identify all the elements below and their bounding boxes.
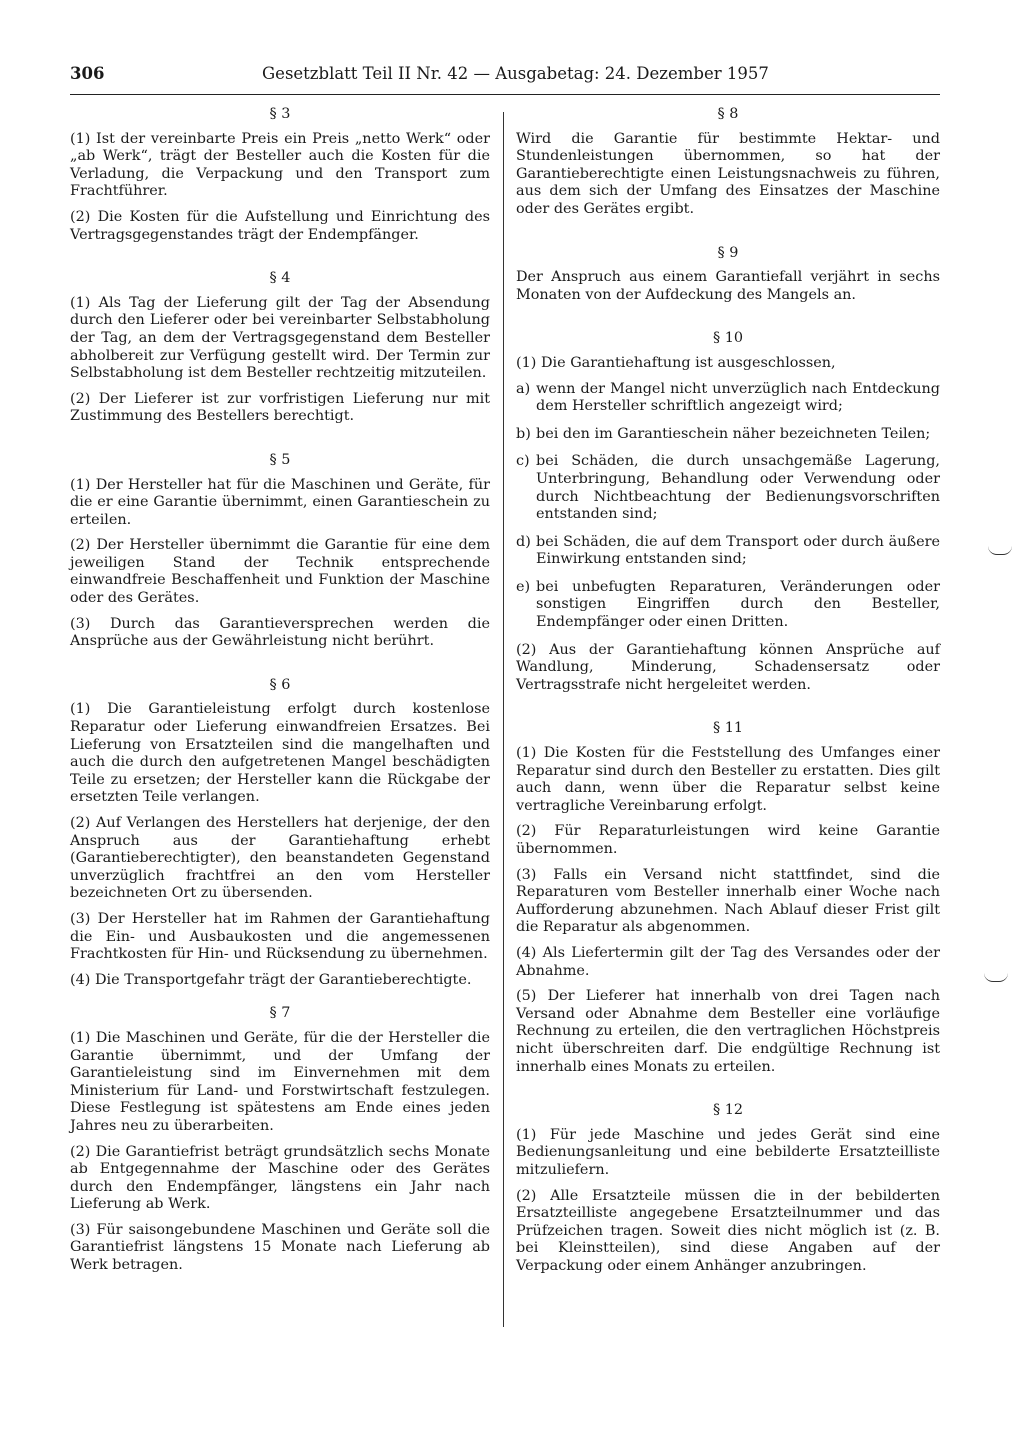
paragraph: (1) Ist der vereinbarte Preis ein Preis „netto Werk“ oder „ab Werk“, trägt der Besteller auch die Kosten für die Verladung, die Verpackung und den Transport zum Frachtführer. [70,130,490,200]
section-8 [516,106,940,219]
section-title: § 4 [269,270,291,287]
left-column [70,104,490,1283]
paragraph: (1) Die Garantieleistung erfolgt durch kostenlose Reparatur oder Lieferung einwandfreien Ersatzes. Bei Lieferung von Ersatzteilen sind die mangelhaften und auch die durch den aufgetretenen Mangel beschädigten Teile zu ersetzen; der Hersteller kann die Rückgabe der ersetzten Teile verlangen. [70,701,490,806]
page-header [70,64,940,95]
paragraph: (5) Der Lieferer hat innerhalb von drei Tagen nach Versand oder Abnahme dem Besteller eine vorläufige Rechnung zu erteilen, die den vertraglichen Höchstpreis nicht überschreiten darf. Die endgültige Rechnung ist innerhalb eines Monats zu erteilen. [516,988,940,1075]
section-11 [516,720,940,1076]
list-item-label: c) [516,453,530,470]
list-item-text: wenn der Mangel nicht unverzüglich nach Entdeckung dem Hersteller schriftlich angezeigt wird; [536,380,940,415]
list-item-label: d) [516,533,531,550]
section-title: § 8 [717,106,739,122]
section-5 [70,452,490,651]
section-10 [516,330,940,694]
section-7 [70,1005,490,1274]
list-item-text: bei Schäden, die auf dem Transport oder durch äußere Einwirkung entstanden sind; [536,533,940,568]
paragraph: (2) Der Lieferer ist zur vorfristigen Lieferung nur mit Zustimmung des Bestellers berechtigt. [70,390,490,425]
section-title: § 6 [269,676,291,693]
paragraph: (2) Die Garantiefrist beträgt grundsätzlich sechs Monate ab Entgegennahme der Maschine oder des Gerätes durch den Endempfänger, längstens ein Jahr nach Lieferung ab Werk. [70,1143,490,1213]
paragraph: (2) Auf Verlangen des Herstellers hat derjenige, der den Anspruch aus der Garantiehaftung erhebt (Garantieberechtigter), den beanstandeten Gegenstand unverzüglich frachtfrei an den vom Hersteller bezeichneten Ort zu übersenden. [70,815,490,902]
paragraph: Wird die Garantie für bestimmte Hektar- und Stundenleistungen übernommen, so hat der Garantieberechtigte einen Leistungsnachweis zu führen, aus dem sich der Umfang des Einsatzes der Maschine oder des Gerätes ergibt. [516,130,940,217]
list-item-text: bei unbefugten Reparaturen, Veränderungen oder sonstigen Eingriffen durch den Besteller, Endempfänger oder einen Dritten. [536,578,940,631]
list-item-text: bei Schäden, die durch unsachgemäße Lagerung, Unterbringung, Behandlung oder Verwendung oder durch Nichtbeachtung der Bedienungsvorschriften entstanden sind; [536,453,940,523]
paragraph: (1) Die Kosten für die Feststellung des Umfanges einer Reparatur sind durch den Besteller zu erstatten. Dies gilt auch dann, wenn über die Reparatur selbst keine vertragliche Vereinbarung erfolgt. [516,745,940,814]
list-item [516,579,940,632]
paragraph: (1) Als Tag der Lieferung gilt der Tag der Absendung durch den Lieferer oder bei vereinbarter Selbstabholung der Tag, an dem der Vertragsgegenstand dem Besteller abholbereit zur Verfügung gestellt wird. Der Termin zur Selbstabholung ist dem Besteller rechtzeitig mitzuteilen. [70,294,490,382]
header-title: Gesetzblatt Teil II Nr. 42 — Ausgabetag: 24. Dezember 1957 [262,64,769,83]
section-title: § 9 [717,244,739,261]
section-6 [70,677,490,990]
paragraph: (1) Der Hersteller hat für die Maschinen und Geräte, für die er eine Garantie übernimmt, einen Garantieschein zu erteilen. [70,476,490,528]
paragraph: (3) Durch das Garantieversprechen werden die Ansprüche aus der Gewährleistung nicht berührt. [70,615,490,650]
list-item-text: bei den im Garantieschein näher bezeichneten Teilen; [536,425,931,442]
paragraph: (2) Der Hersteller übernimmt die Garantie für eine dem jeweiligen Stand der Technik entsprechende einwandfreie Beschaffenheit und Funktion der Maschine oder des Gerätes. [70,537,490,607]
margin-mark [988,546,1012,555]
list-item-label: b) [516,425,531,442]
paragraph: (4) Als Liefertermin gilt der Tag des Versandes oder der Abnahme. [516,944,940,979]
list-item [516,534,940,569]
paragraph: (2) Für Reparaturleistungen wird keine Garantie übernommen. [516,823,940,857]
section-title: § 11 [712,720,744,737]
margin-mark [984,973,1008,982]
list-item [516,426,940,444]
list-item-label: e) [516,578,531,595]
paragraph: (3) Für saisongebundene Maschinen und Geräte soll die Garantiefrist längstens 15 Monate nach Lieferung ab Werk betragen. [70,1221,490,1274]
section-title: § 12 [712,1102,744,1119]
paragraph: (1) Für jede Maschine und jedes Gerät sind eine Bedienungsanleitung und eine bebilderte Ersatzteilliste mitzuliefern. [516,1126,940,1178]
section-9 [516,245,940,305]
section-title: § 5 [269,451,291,468]
paragraph: (2) Die Kosten für die Aufstellung und Einrichtung des Vertragsgegenstandes trägt der Endempfänger. [70,208,490,243]
paragraph: (4) Die Transportgefahr trägt der Garantieberechtigte. [70,971,472,988]
paragraph: (1) Die Garantiehaftung ist ausgeschlossen, [516,354,836,371]
section-title: § 7 [269,1005,291,1022]
paragraph: (3) Der Hersteller hat im Rahmen der Garantiehaftung die Ein- und Ausbaukosten und die angemessenen Frachtkosten für Hin- und Rücksendung zu übernehmen. [70,910,490,963]
section-title: § 3 [269,106,291,122]
section-title: § 10 [712,330,744,347]
paragraph: (3) Falls ein Versand nicht stattfindet, sind die Reparaturen vom Besteller innerhalb einer Woche nach Aufforderung abzunehmen. Nach Ablauf dieser Frist gilt die Reparatur als abgenommen. [516,866,940,936]
paragraph: (1) Die Maschinen und Geräte, für die der Hersteller die Garantie übernimmt, und der Umfang der Garantieleistung sind im Einvernehmen mit dem Ministerium für Land- und Forstwirtschaft festzulegen. Diese Festlegung ist spätestens am Ende eines jeden Jahres neu zu überarbeiten. [70,1029,490,1134]
exclusion-list [516,381,940,632]
section-3 [70,106,490,244]
list-item [516,453,940,523]
section-12 [516,1102,940,1275]
paragraph: Der Anspruch aus einem Garantiefall verjährt in sechs Monaten von der Aufdeckung des Mangels an. [516,269,940,303]
list-item [516,381,940,416]
paragraph: (2) Alle Ersatzteile müssen die in der bebilderten Ersatzteilliste angegebene Ersatzteilnummer und das Prüfzeichen tragen. Soweit dies nicht möglich ist (z. B. bei Kleinstteilen), sind diese Angaben auf der Verpackung oder einem Anhänger anzubringen. [516,1187,940,1274]
page-number: 306 [70,64,105,83]
column-divider [503,112,504,1327]
section-4 [70,270,490,426]
right-column [516,104,940,1283]
paragraph: (2) Aus der Garantiehaftung können Ansprüche auf Wandlung, Minderung, Schadensersatz oder Vertragsstrafe nicht hergeleitet werden. [516,641,940,693]
list-item-label: a) [516,380,531,397]
